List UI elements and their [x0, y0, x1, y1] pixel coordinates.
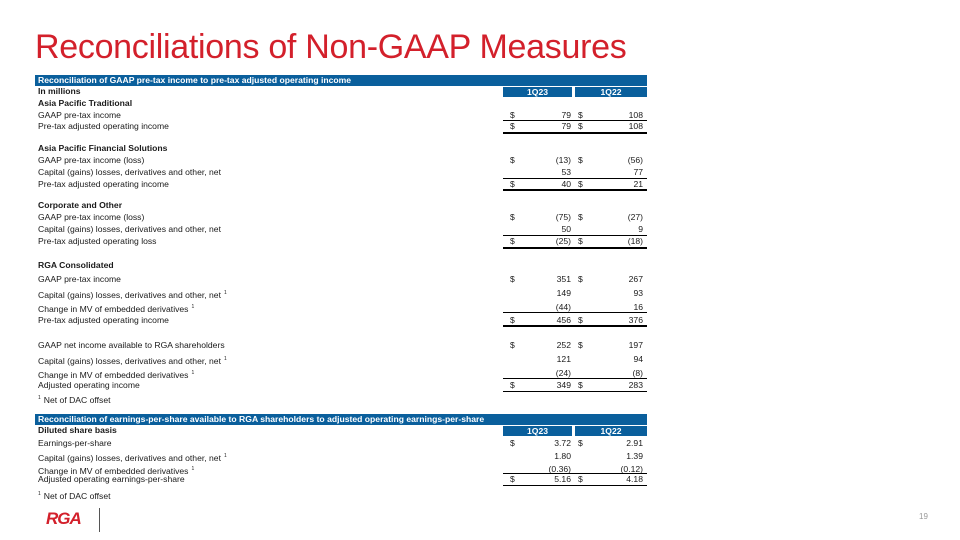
value-1q23: 1.80 [554, 450, 571, 461]
table-row [35, 474, 647, 486]
column-header-1q22: 1Q22 [575, 87, 647, 97]
value-1q23: 121 [556, 353, 571, 364]
value-1q22: 16 [633, 301, 643, 312]
dollar-sign: $ [510, 212, 515, 223]
value-1q22: 108 [628, 121, 643, 132]
basis-label: Diluted share basis [38, 425, 117, 435]
value-1q23: 349 [556, 379, 571, 390]
page-title: Reconciliations of Non-GAAP Measures [35, 28, 627, 66]
row-label: Adjusted operating earnings-per-share [38, 473, 185, 484]
value-1q23: 50 [561, 223, 571, 234]
value-1q22: 1.39 [626, 450, 643, 461]
value-1q22: (27) [627, 212, 643, 223]
footnote-text: Net of DAC offset [43, 490, 111, 501]
row-label: Pre-tax adjusted operating income [38, 314, 169, 325]
rga-logo: RGA [46, 509, 81, 528]
value-1q22: 267 [628, 273, 643, 284]
footnote-text: Net of DAC offset [43, 394, 111, 405]
double-underline [503, 189, 647, 191]
footnote-marker: 1 [223, 452, 227, 459]
underline [503, 312, 647, 313]
footnote-marker: 1 [38, 490, 41, 497]
footer-divider [99, 508, 100, 532]
dollar-sign: $ [510, 154, 515, 165]
value-1q23: 149 [556, 287, 571, 298]
section-heading [35, 258, 647, 272]
column-header-1q23: 1Q23 [503, 426, 572, 436]
double-underline [503, 132, 647, 134]
table-row [35, 167, 647, 179]
table-row [35, 449, 647, 463]
dollar-sign: $ [578, 379, 583, 390]
value-1q23: (25) [555, 235, 571, 246]
row-label: Pre-tax adjusted operating income [38, 178, 169, 189]
table-row [35, 300, 647, 314]
table-row [35, 212, 647, 224]
row-label: Change in MV of embedded derivatives $^1$ [38, 465, 195, 476]
footnote-marker: 1 [191, 369, 195, 376]
section-label: Asia Pacific Financial Solutions [38, 143, 168, 154]
table-row [35, 155, 647, 167]
value-1q23: (24) [555, 367, 571, 378]
dollar-sign: $ [578, 437, 583, 448]
dollar-sign: $ [510, 121, 515, 132]
dollar-sign: $ [578, 314, 583, 325]
row-label: Adjusted operating income [38, 379, 140, 390]
value-1q22: (0.12) [620, 463, 643, 474]
table-row [35, 272, 647, 286]
value-1q22: 283 [628, 379, 643, 390]
value-1q22: (8) [632, 367, 643, 378]
footnote-marker: 1 [223, 355, 227, 362]
double-underline [503, 247, 647, 249]
double-underline [503, 325, 647, 327]
row-label: Capital (gains) losses, derivatives and other, net $^1$ [38, 452, 227, 463]
dollar-sign: $ [510, 273, 515, 284]
value-1q22: 4.18 [626, 473, 643, 484]
table-row [35, 366, 647, 379]
dollar-sign: $ [510, 379, 515, 390]
section-label: Corporate and Other [38, 200, 123, 211]
row-label: GAAP net income available to RGA shareholders [38, 339, 225, 350]
dollar-sign: $ [510, 235, 515, 246]
row-label: Capital (gains) losses, derivatives and other, net [38, 223, 221, 234]
row-label: Pre-tax adjusted operating income [38, 121, 169, 132]
footnote [35, 486, 647, 500]
section-heading [35, 143, 647, 155]
value-1q23: (0.36) [548, 463, 571, 474]
value-1q22: 94 [633, 353, 643, 364]
table-row [35, 437, 647, 449]
dollar-sign: $ [510, 473, 515, 484]
table-row [35, 236, 647, 248]
value-1q22: 2.91 [626, 437, 643, 448]
footnote [35, 391, 647, 405]
row-label: Change in MV of embedded derivatives $^1$ [38, 303, 195, 314]
dollar-sign: $ [578, 212, 583, 223]
value-1q23: 5.16 [554, 473, 571, 484]
table-row [35, 110, 647, 122]
dollar-sign: $ [578, 339, 583, 350]
value-1q22: 77 [633, 166, 643, 177]
dollar-sign: $ [510, 339, 515, 350]
row-label: Capital (gains) losses, derivatives and other, net $^1$ [38, 289, 227, 300]
dollar-sign: $ [578, 154, 583, 165]
value-1q22: 108 [628, 109, 643, 120]
value-1q23: (44) [555, 301, 571, 312]
dollar-sign: $ [578, 235, 583, 246]
table-row [35, 352, 647, 366]
reconciliation-eps-table [35, 414, 647, 500]
row-label: Capital (gains) losses, derivatives and other, net [38, 166, 221, 177]
footnote-marker: 1 [38, 394, 41, 401]
row-label: Change in MV of embedded derivatives $^1$ [38, 369, 195, 380]
dollar-sign: $ [510, 109, 515, 120]
value-1q22: 21 [633, 178, 643, 189]
table-row [35, 179, 647, 191]
dollar-sign: $ [510, 178, 515, 189]
value-1q23: 40 [561, 178, 571, 189]
page-number: 19 [919, 512, 928, 521]
table-row [35, 224, 647, 236]
dollar-sign: $ [510, 314, 515, 325]
value-1q23: (75) [555, 212, 571, 223]
reconciliation-pretax-table [35, 75, 647, 405]
table-row [35, 286, 647, 300]
section-heading [35, 200, 647, 212]
value-1q23: 79 [561, 121, 571, 132]
value-1q23: 53 [561, 166, 571, 177]
value-1q23: 79 [561, 109, 571, 120]
table-row [35, 379, 647, 391]
column-header-1q23: 1Q23 [503, 87, 572, 97]
section-heading [35, 98, 647, 110]
table-header-bar: Reconciliation of earnings-per-share available to RGA shareholders to adjusted operating earnings-per-share [35, 414, 647, 425]
table-row [35, 338, 647, 352]
footnote-marker: 1 [191, 303, 195, 310]
section-label: Asia Pacific Traditional [38, 97, 133, 108]
value-1q22: (18) [627, 235, 643, 246]
row-label: GAAP pre-tax income (loss) [38, 212, 145, 223]
dollar-sign: $ [578, 473, 583, 484]
value-1q22: 9 [638, 223, 643, 234]
value-1q23: 3.72 [554, 437, 571, 448]
table-row [35, 314, 647, 327]
value-1q22: (56) [627, 154, 643, 165]
basis-row [35, 425, 647, 437]
row-label: Pre-tax adjusted operating loss [38, 235, 157, 246]
value-1q23: 351 [556, 273, 571, 284]
value-1q23: 456 [556, 314, 571, 325]
row-label: GAAP pre-tax income [38, 273, 121, 284]
value-1q22: 93 [633, 287, 643, 298]
units-label: In millions [38, 86, 81, 96]
dollar-sign: $ [578, 121, 583, 132]
table-row [35, 121, 647, 133]
units-row [35, 86, 647, 98]
value-1q22: 376 [628, 314, 643, 325]
row-label: GAAP pre-tax income [38, 109, 121, 120]
column-header-1q22: 1Q22 [575, 426, 647, 436]
row-label: Capital (gains) losses, derivatives and other, net $^1$ [38, 355, 227, 366]
value-1q23: 252 [556, 339, 571, 350]
section-label: RGA Consolidated [38, 259, 114, 270]
footnote-marker: 1 [223, 289, 227, 296]
dollar-sign: $ [578, 178, 583, 189]
table-header-bar: Reconciliation of GAAP pre-tax income to pre-tax adjusted operating income [35, 75, 647, 86]
value-1q23: (13) [555, 154, 571, 165]
dollar-sign: $ [510, 437, 515, 448]
value-1q22: 197 [628, 339, 643, 350]
dollar-sign: $ [578, 109, 583, 120]
table-row [35, 463, 647, 474]
dollar-sign: $ [578, 273, 583, 284]
footnote-marker: 1 [191, 465, 195, 472]
row-label: GAAP pre-tax income (loss) [38, 154, 145, 165]
row-label: Earnings-per-share [38, 437, 112, 448]
